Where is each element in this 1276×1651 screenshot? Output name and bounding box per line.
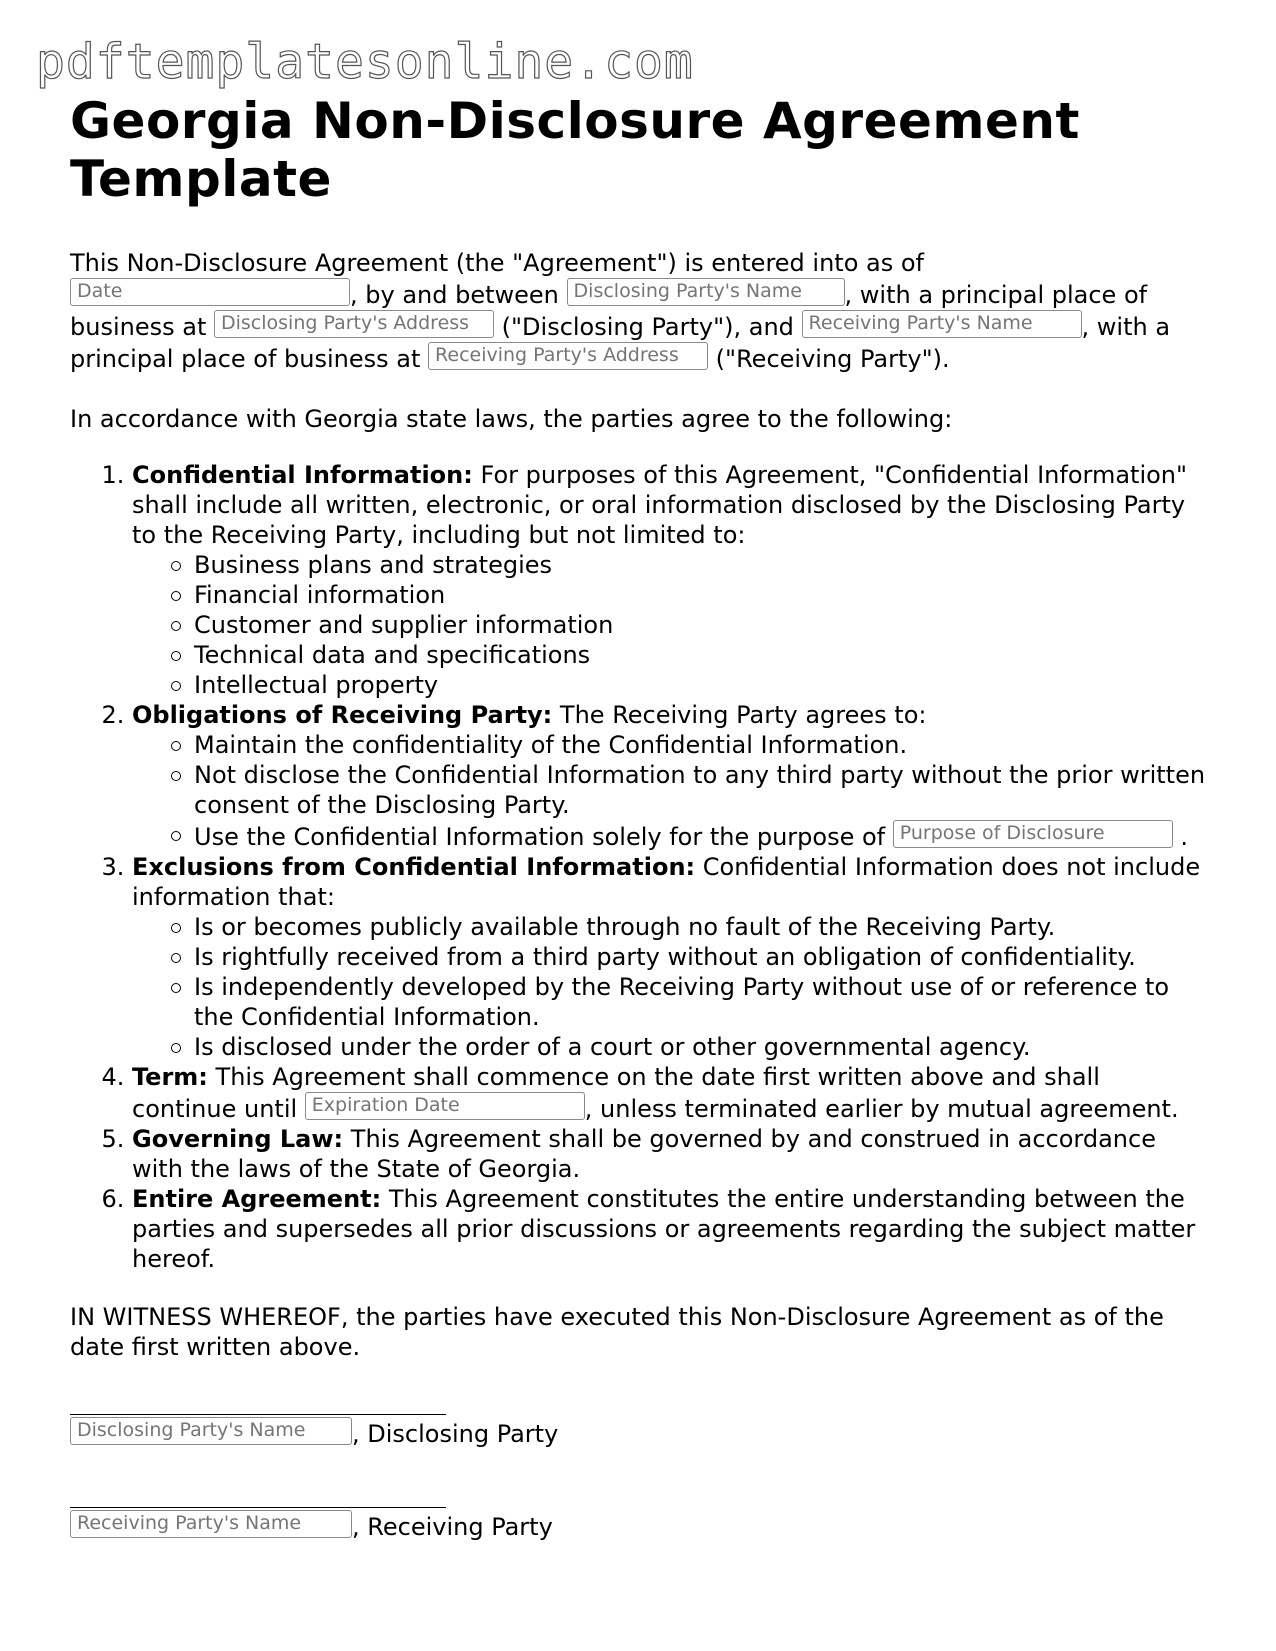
list-item: Customer and supplier information xyxy=(194,610,1210,640)
list-item: Business plans and strategies xyxy=(194,550,1210,580)
list-item: Financial information xyxy=(194,580,1210,610)
date-field[interactable]: Date xyxy=(70,278,350,306)
receiving-signature-block xyxy=(70,1485,1210,1542)
intro-text-5: , with a principal place of business at xyxy=(70,313,1171,373)
disclosing-signature-block xyxy=(70,1392,1210,1449)
term-heading: Term: xyxy=(132,1063,208,1091)
list-item: Is independently developed by the Receiving Party without use of or reference to the Confidential Information. xyxy=(194,972,1210,1032)
list-item: Is rightfully received from a third party without an obligation of confidentiality. xyxy=(194,942,1210,972)
term-heading: Exclusions from Confidential Information: xyxy=(132,853,696,881)
signature-row xyxy=(70,1510,1210,1542)
receiving-party-label: , Receiving Party xyxy=(352,1513,553,1541)
term-governing-law xyxy=(132,1124,1210,1184)
list-item: Intellectual property xyxy=(194,670,1210,700)
disclosing-party-name-field[interactable]: Disclosing Party's Name xyxy=(567,278,845,306)
accordance-statement: In accordance with Georgia state laws, the parties agree to the following: xyxy=(70,405,953,433)
term-text: Confidential Information does not include information that: xyxy=(132,853,1201,911)
list-item: Maintain the confidentiality of the Confidential Information. xyxy=(194,730,1210,760)
watermark: pdftemplatesonline.com xyxy=(36,34,694,90)
document-title: Georgia Non-Disclosure Agreement Template xyxy=(70,92,1080,208)
intro-text-3: , with a principal place of business at xyxy=(70,281,1148,341)
disclosing-party-address-field[interactable]: Disclosing Party's Address xyxy=(214,310,494,338)
term-text: This Agreement shall be governed by and construed in accordance with the laws of the State of Georgia. xyxy=(132,1125,1156,1183)
witness-statement: IN WITNESS WHEREOF, the parties have executed this Non-Disclosure Agreement as of the date first written above. xyxy=(70,1303,1164,1361)
term-heading: Obligations of Receiving Party: xyxy=(132,701,553,729)
term-heading: Entire Agreement: xyxy=(132,1185,382,1213)
receiving-signature-name-field[interactable]: Receiving Party's Name xyxy=(70,1510,352,1538)
list-item: Is disclosed under the order of a court or other governmental agency. xyxy=(194,1032,1210,1062)
purpose-end: . xyxy=(1180,823,1189,851)
terms-list xyxy=(70,460,1210,1274)
term-text: This Agreement constitutes the entire understanding between the parties and supersedes all prior discussions or agreements regarding the subject matter hereof. xyxy=(132,1185,1196,1273)
term-heading: Confidential Information: xyxy=(132,461,473,489)
intro-text-1: This Non-Disclosure Agreement (the "Agreement") is entered into as of xyxy=(70,249,924,277)
term-text-2: , unless terminated earlier by mutual agreement. xyxy=(584,1095,1179,1123)
term-confidential-information xyxy=(132,460,1210,700)
term-heading: Governing Law: xyxy=(132,1125,344,1153)
disclosing-signature-name-field[interactable]: Disclosing Party's Name xyxy=(70,1417,352,1445)
term-entire-agreement xyxy=(132,1184,1210,1274)
document-page xyxy=(70,92,1210,1542)
exclusions-items-list xyxy=(132,912,1210,1062)
term-obligations xyxy=(132,700,1210,852)
obligations-items-list xyxy=(132,730,1210,852)
list-item: Technical data and specifications xyxy=(194,640,1210,670)
intro-text-2: , by and between xyxy=(350,281,559,309)
expiration-date-field[interactable]: Expiration Date xyxy=(305,1092,585,1120)
intro-paragraph xyxy=(70,248,1210,374)
purpose-text: Use the Confidential Information solely for the purpose of xyxy=(194,823,886,851)
intro-text-6: ("Receiving Party"). xyxy=(715,345,950,373)
term-text: The Receiving Party agrees to: xyxy=(559,701,927,729)
term-text: For purposes of this Agreement, "Confidential Information" shall include all written, electronic, or oral information disclosed by the Disclosing Party to the Receiving Party, including but not limited to: xyxy=(132,461,1188,549)
purpose-of-disclosure-field[interactable]: Purpose of Disclosure xyxy=(893,820,1173,848)
list-item-purpose xyxy=(194,820,1210,852)
confidential-items-list xyxy=(132,550,1210,700)
list-item: Not disclose the Confidential Information to any third party without the prior written consent of the Disclosing Party. xyxy=(194,760,1210,820)
receiving-party-address-field[interactable]: Receiving Party's Address xyxy=(428,342,708,370)
term-text: This Agreement shall commence on the date first written above and shall continue until xyxy=(132,1063,1100,1123)
list-item: Is or becomes publicly available through no fault of the Receiving Party. xyxy=(194,912,1210,942)
signature-row xyxy=(70,1417,1210,1449)
term-term xyxy=(132,1062,1210,1124)
signature-line xyxy=(70,1485,446,1508)
receiving-party-name-field[interactable]: Receiving Party's Name xyxy=(802,310,1082,338)
disclosing-party-label: , Disclosing Party xyxy=(352,1420,559,1448)
signature-line xyxy=(70,1392,446,1415)
intro-text-4: ("Disclosing Party"), and xyxy=(501,313,794,341)
term-exclusions xyxy=(132,852,1210,1062)
